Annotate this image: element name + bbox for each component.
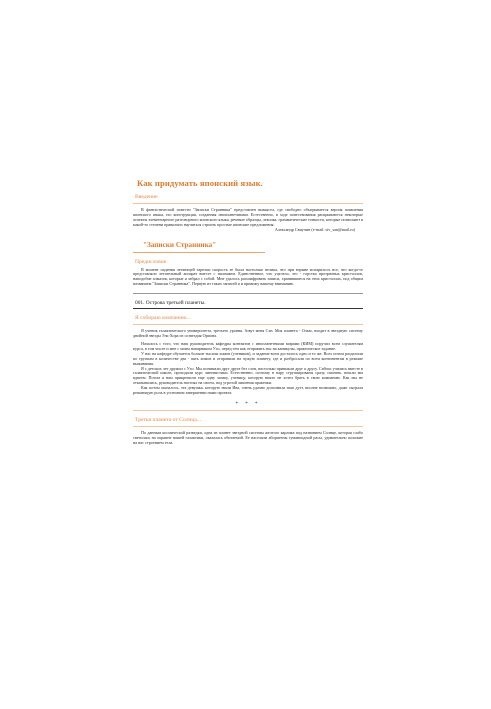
story-title-divider [133, 252, 265, 253]
preface-heading: Предисловие. [135, 258, 168, 265]
document-content [133, 178, 363, 446]
section2-paragraph: По данным космической разведки, одна из планет звездной системы желтого карлика под названием Солнце, которая слабо светилась на окраине нашей галактики, оказалась обитаемой. Ее населяли аборигены гуманоидной расы, удивительно похожие на нас строением тела. [133, 429, 363, 445]
section-separator: * * * [235, 401, 261, 407]
intro-paragraph: В фантастической повести "Записки Странника" представлен вымысел, где свободно обыгрывается версия появления японского языка, его конструкция, созданная инопланетянами. Естественно, в ходе повествования раскрываются некоторые аспекты элементарного разговорного японского языка, речевые образцы, лексика, грамматические тонкости, которые позволяют в какой-то степени правильно научиться строить простые японские предложения. [133, 207, 363, 227]
section1-paragraph: У нас на кафедре обучается больше тысячи химов (учеников), и задание всем досталось одно и то же. Всех потом разделили по группам в количестве два - пять химов и отправили на чужую планету, где и разбросали по всем континентам в режиме выживания. [133, 350, 363, 366]
intro-divider [133, 203, 363, 204]
section2-divider [133, 426, 363, 427]
section1-heading: Я собираю компанию... [135, 315, 191, 322]
section1-paragraph: Началось с того, что наш руководитель кафедры контактов с инопланетными мирами (КИМ) поручил всем слушателям курса, в том числе и мне с моим напарником Уэо, перед тем как отправить нас на каникулы, практическое задание. [133, 340, 363, 351]
intro-heading: Введение [135, 194, 158, 200]
chapter-top-divider [133, 293, 363, 294]
section1-paragraph: Я с детских лет дружил с Уэо. Мы понимали друг друга без слов, настолько привыкли друг к другу. Сейчас учились вместе в галактической школе, проходили курс лингвистики. Естественно, поэтому в пару сгруппированы сразу, спинать, вошли мы вдвоем. Потом я нам прикрепили еще одну химку, ученицу, которую никто не хотел брать в свою компанию. Как мы не отказывались, руководитель настоял на своем, под угрозой лишения практики. [133, 365, 363, 386]
section1-paragraph: Как потом оказалось, эта девушка, которую звали Ива, очень удачно дополнила наш дуэт, вполне возможно, даже сыграла решающую роль в успешном завершении нами проекта. [133, 385, 363, 396]
section1-paragraph: Я ученик галактического университета, третьего уровня. Зовут меня Сэн. Моя планета - Олью, входит в звездную систему двойной звезды Эль-Хора из созвездия Ориона. [133, 328, 363, 339]
section1-divider [133, 324, 363, 325]
chapter-title: 001. Острова третьей планеты. [135, 300, 206, 307]
document-title: Как придумать японский язык. [137, 178, 263, 188]
section2-heading: Третья планета от Солнца... [135, 416, 202, 423]
story-title: "Записки Странника" [143, 240, 217, 249]
author-signature: Александр Свиучин (e-mail: siv_san@mail.ru) [274, 226, 355, 232]
preface-paragraph: В момент падения летающей тарелки скорость ее была настолько велика, что при взрыве испарилось все, что когда-то представляло летательный аппарат вместе с экипажем. Единственное, что уцелело, это - горстка прозрачных кристаллов, наподобие алмазов, которые я забрал с собой. Мне удалось расшифровать записи, хранившиеся на этих кристаллах, под общим названием "Записки Странника". Первую из таких записей я и привожу вашему вниманию. [133, 266, 363, 287]
separator-divider [133, 410, 363, 411]
chapter-divider [133, 308, 363, 309]
